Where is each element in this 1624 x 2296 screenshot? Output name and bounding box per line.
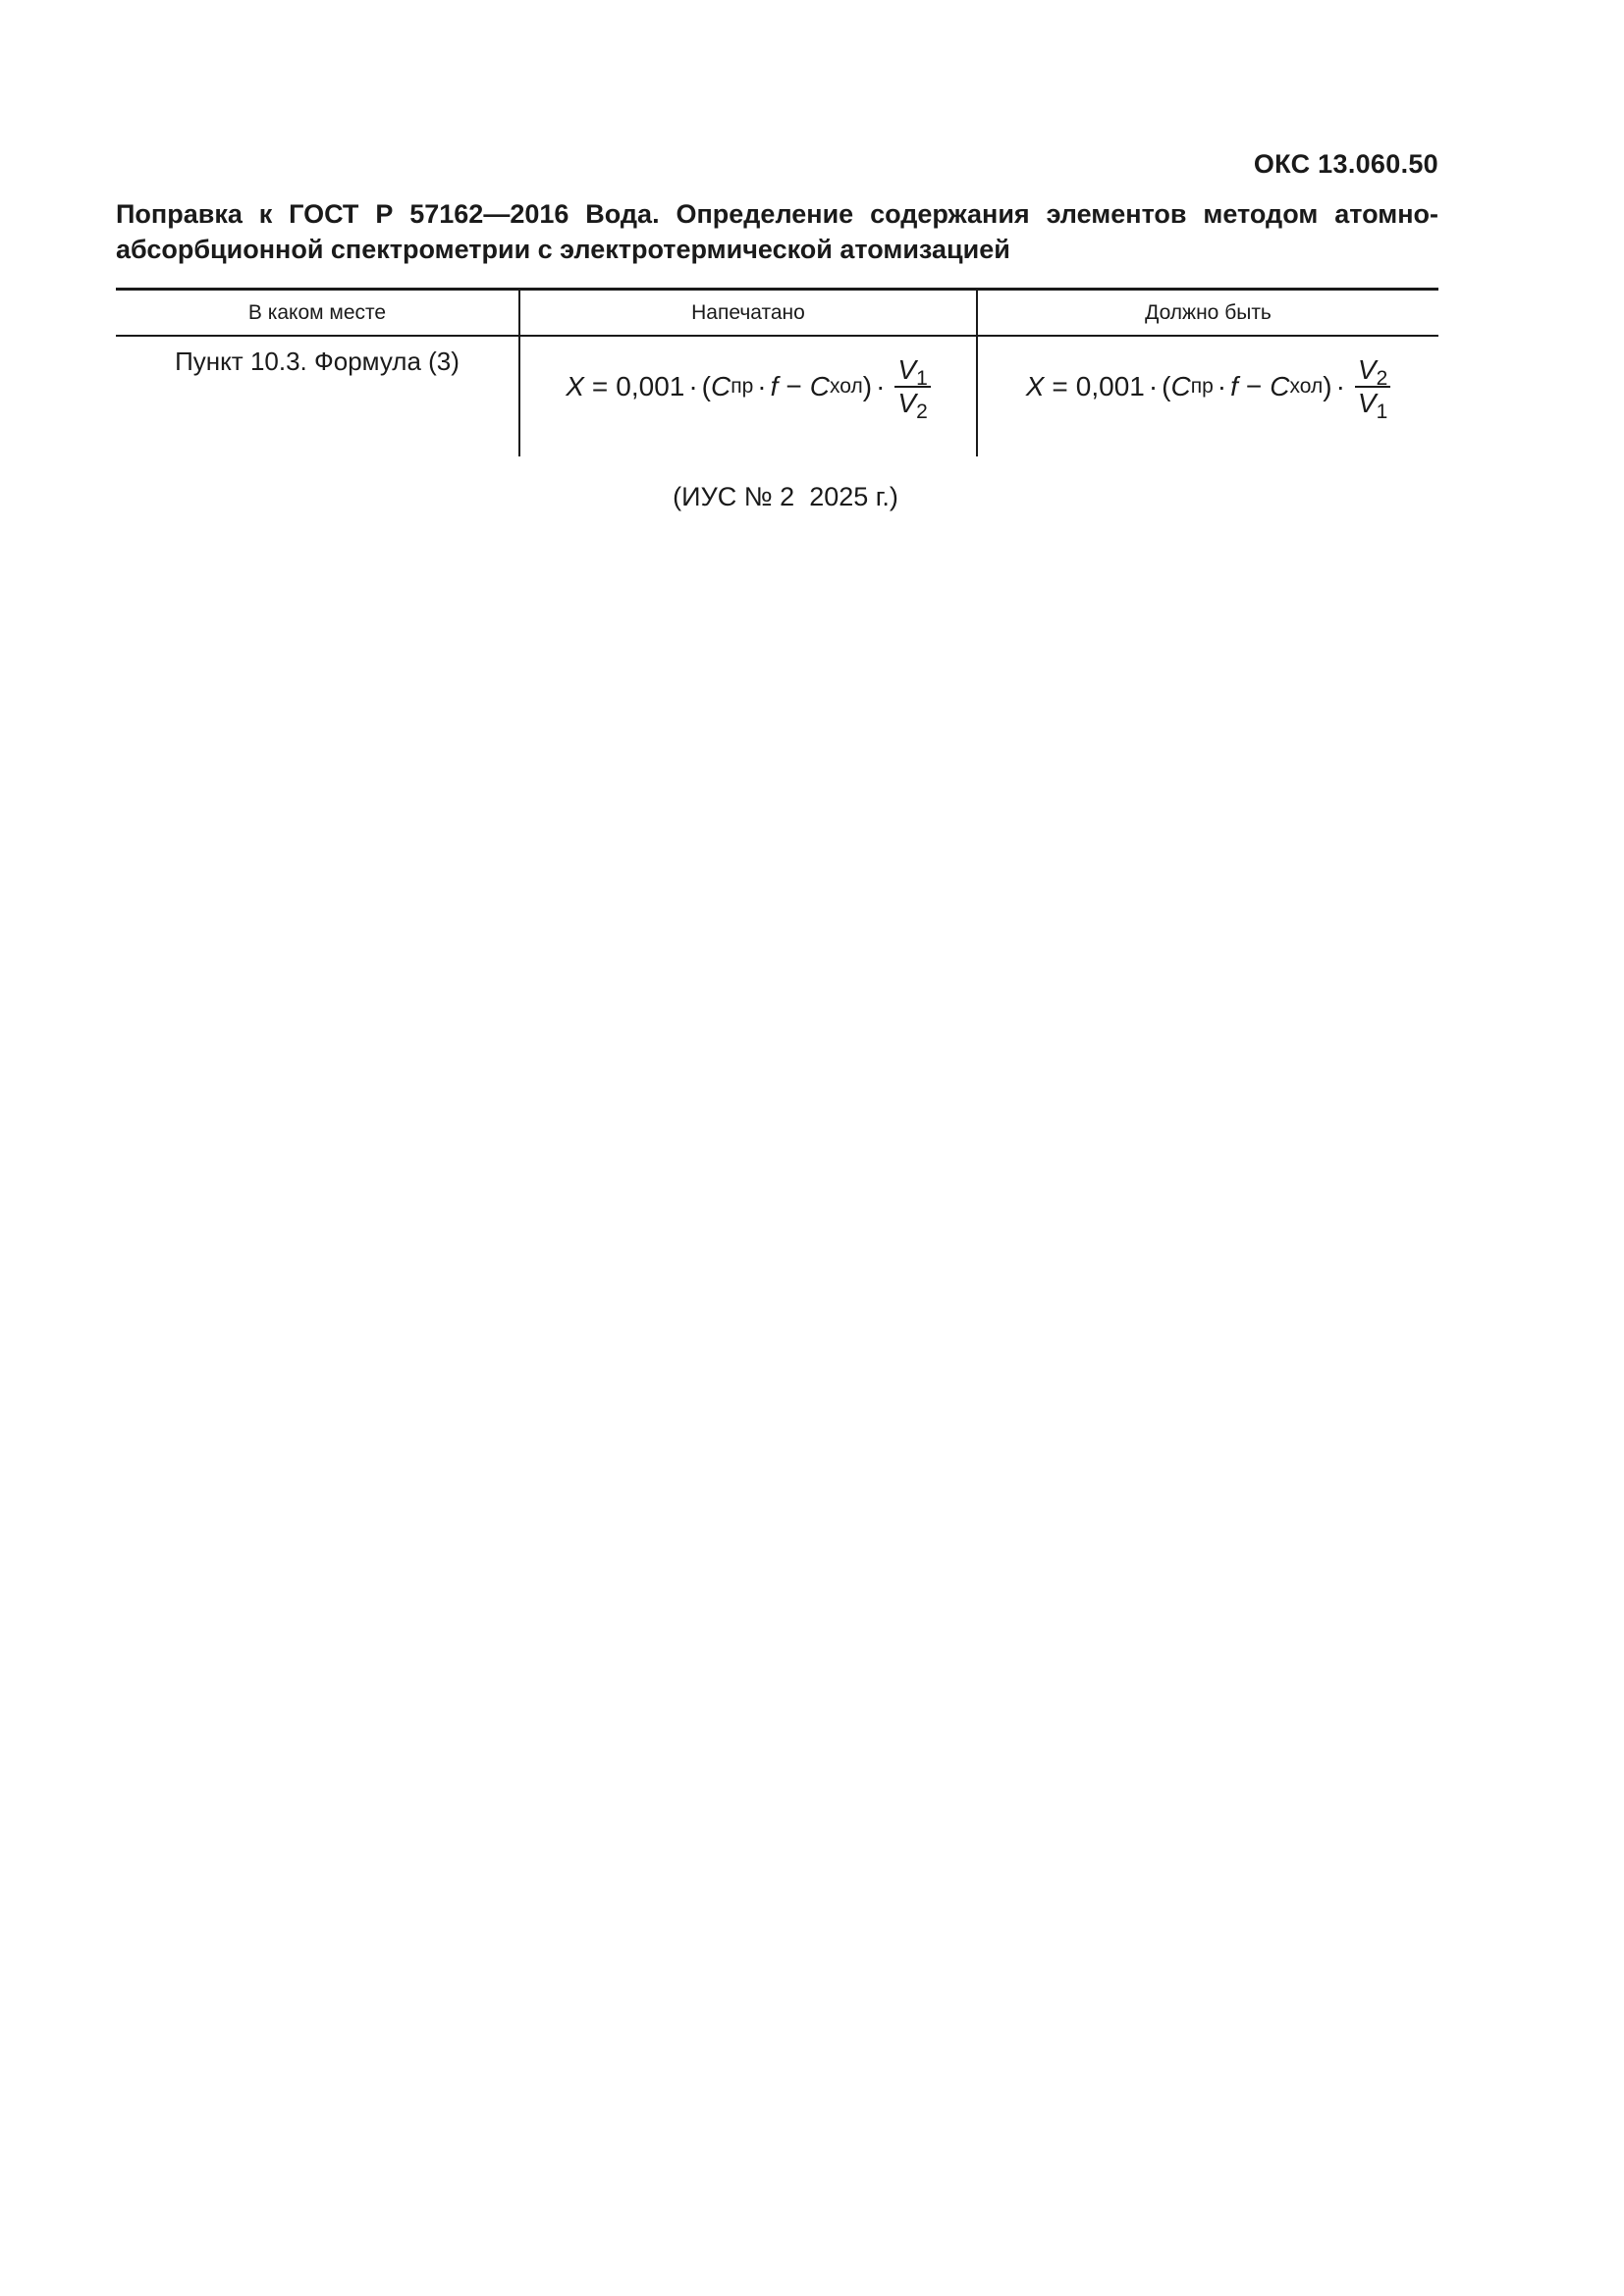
formula-fraction <box>894 354 930 423</box>
cell-correct <box>977 336 1438 456</box>
fraction-denominator: $V_1$ <box>1357 388 1388 423</box>
formula-dot: · <box>1335 371 1345 401</box>
correct-formula: X = 0,001 · ( C пр · f − C хол ) · $\frac{V_2}{V_1}$ <box>1026 354 1391 419</box>
formula-minus: − <box>785 371 802 401</box>
formula-coefficient: 0,001 <box>616 371 685 401</box>
formula-dot: · <box>876 371 886 401</box>
formula-c-var: C <box>1170 371 1191 401</box>
formula-dot: · <box>688 371 698 401</box>
formula-lhs: X <box>566 371 584 401</box>
printed-formula: X = 0,001 · ( C пр · f − C хол ) · $\frac{V_1}{V_2}$ <box>566 354 931 419</box>
formula-dot: · <box>1148 371 1159 401</box>
formula-coefficient: 0,001 <box>1075 371 1145 401</box>
formula-rparen: ) <box>1323 371 1332 401</box>
formula-lparen: ( <box>1162 371 1171 401</box>
formula-minus: − <box>1245 371 1263 401</box>
amendment-table <box>116 288 1438 456</box>
formula-c-var: C <box>711 371 731 401</box>
header-place: В каком месте <box>116 290 519 337</box>
formula-c-var: C <box>1270 371 1290 401</box>
fraction-numerator: $V_2$ <box>1355 354 1390 388</box>
fraction-numerator: $V_1$ <box>894 354 930 388</box>
classifier-code: ОКС 13.060.50 <box>1253 149 1438 179</box>
document-title: Поправка к ГОСТ Р 57162—2016 Вода. Определение содержания элементов методом атомно-абсорбционной спектрометрии с электротермической атомизацией <box>116 199 1438 264</box>
formula-f-var: f <box>1230 371 1238 401</box>
formula-equals: = <box>1052 371 1068 401</box>
table-row <box>116 336 1438 456</box>
formula-fraction <box>1355 354 1390 423</box>
formula-c-var: C <box>809 371 830 401</box>
formula-lparen: ( <box>701 371 711 401</box>
formula-dot: · <box>1217 371 1227 401</box>
ius-reference: (ИУС № 2 2025 г.) <box>673 482 898 511</box>
formula-f-var: f <box>770 371 779 401</box>
header-correct: Должно быть <box>977 290 1438 337</box>
cell-printed <box>519 336 977 456</box>
cell-place: Пункт 10.3. Формула (3) <box>175 347 460 376</box>
formula-lhs: X <box>1025 371 1045 401</box>
formula-dot: · <box>757 371 767 401</box>
header-printed: Напечатано <box>519 290 977 337</box>
formula-rparen: ) <box>862 371 873 401</box>
table-header-row <box>116 290 1438 337</box>
fraction-denominator: $V_2$ <box>897 388 928 423</box>
formula-equals: = <box>591 371 609 401</box>
